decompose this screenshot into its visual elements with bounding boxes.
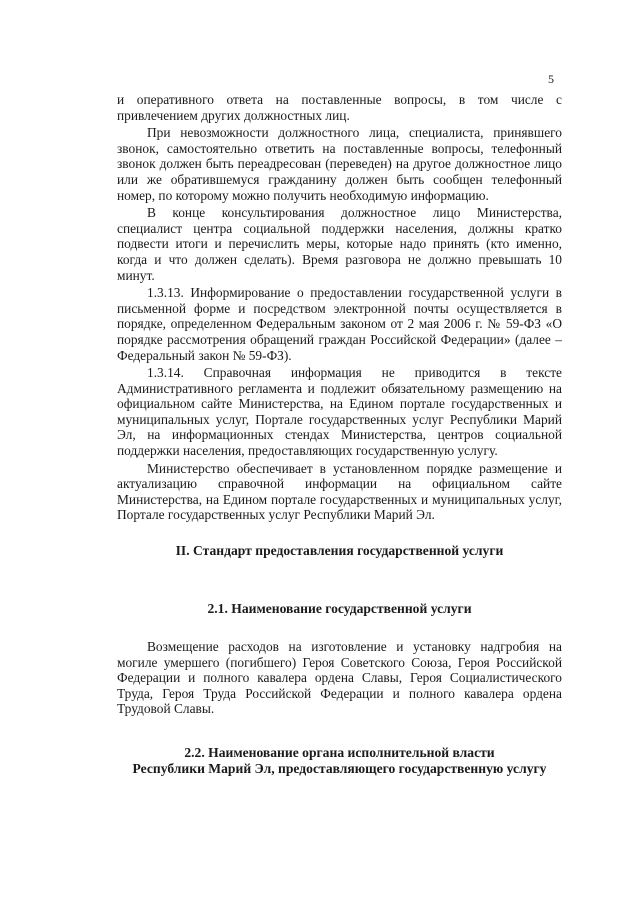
subsection-2-1-title: 2.1. Наименование государственной услуги — [207, 601, 472, 617]
subsection-2-1-text: Возмещение расходов на изготовление и установку надгробия на могиле умершего (погибшего) Героя Советского Союза, Героя Российской Федерации и полного кавалера ордена Славы, Героя Социалистического Труда, Героя Труда Российской Федерации и полного кавалера ордена Трудовой Славы. — [117, 639, 562, 717]
paragraph-ministry-publishing: Министерство обеспечивает в установленном порядке размещение и актуализацию справочной информации на официальном сайте Министерства, на Едином портале государственных и муниципальных услуг, Портале государственных услуг Республики Марий Эл. — [117, 460, 562, 523]
section-title: II. Стандарт предоставления государственной услуги — [175, 543, 504, 559]
page-number: 5 — [548, 72, 554, 86]
paragraph-continuation: и оперативного ответа на поставленные вопросы, в том числе с привлечением других должностных лиц. — [117, 92, 562, 123]
subsection-2-2-title-line2: Республики Марий Эл, предоставляющего государственную услугу — [132, 761, 547, 776]
paragraph-1-3-13: 1.3.13. Информирование о предоставлении государственной услуги в письменной форме и посредством электронной почты осуществляется в порядке, определенном Федеральным законом от 2 мая 2006 г. № 59-ФЗ «О порядке рассмотрения обращений граждан Российской Федерации» (далее – Федеральный закон № 59-ФЗ). — [117, 285, 562, 363]
paragraph-consultation-end: В конце консультирования должностное лицо Министерства, специалист центра социальной поддержки населения, должны кратко подвести итоги и перечислить меры, которые надо принять (кто именно, когда и что должен сделать). Время разговора не должно превышать 10 минут. — [117, 205, 562, 283]
document-body — [117, 92, 562, 777]
paragraph-redirect-call: При невозможности должностного лица, специалиста, принявшего звонок, самостоятельно ответить на поставленные вопросы, телефонный звонок должен быть переадресован (переведен) на другое должностное лицо или же обратившемуся гражданину должен быть сообщен телефонный номер, по которому можно получить необходимую информацию. — [117, 125, 562, 203]
subsection-2-2-title-line1: 2.2. Наименование органа исполнительной власти — [184, 745, 495, 760]
paragraph-1-3-14: 1.3.14. Справочная информация не приводится в тексте Административного регламента и подлежит обязательному размещению на официальном сайте Министерства, на Едином портале государственных и муниципальных услуг, Портале государственных услуг Республики Марий Эл, на информационных стендах Министерства, центров социальной поддержки населения, предоставляющих государственную услугу. — [117, 365, 562, 459]
